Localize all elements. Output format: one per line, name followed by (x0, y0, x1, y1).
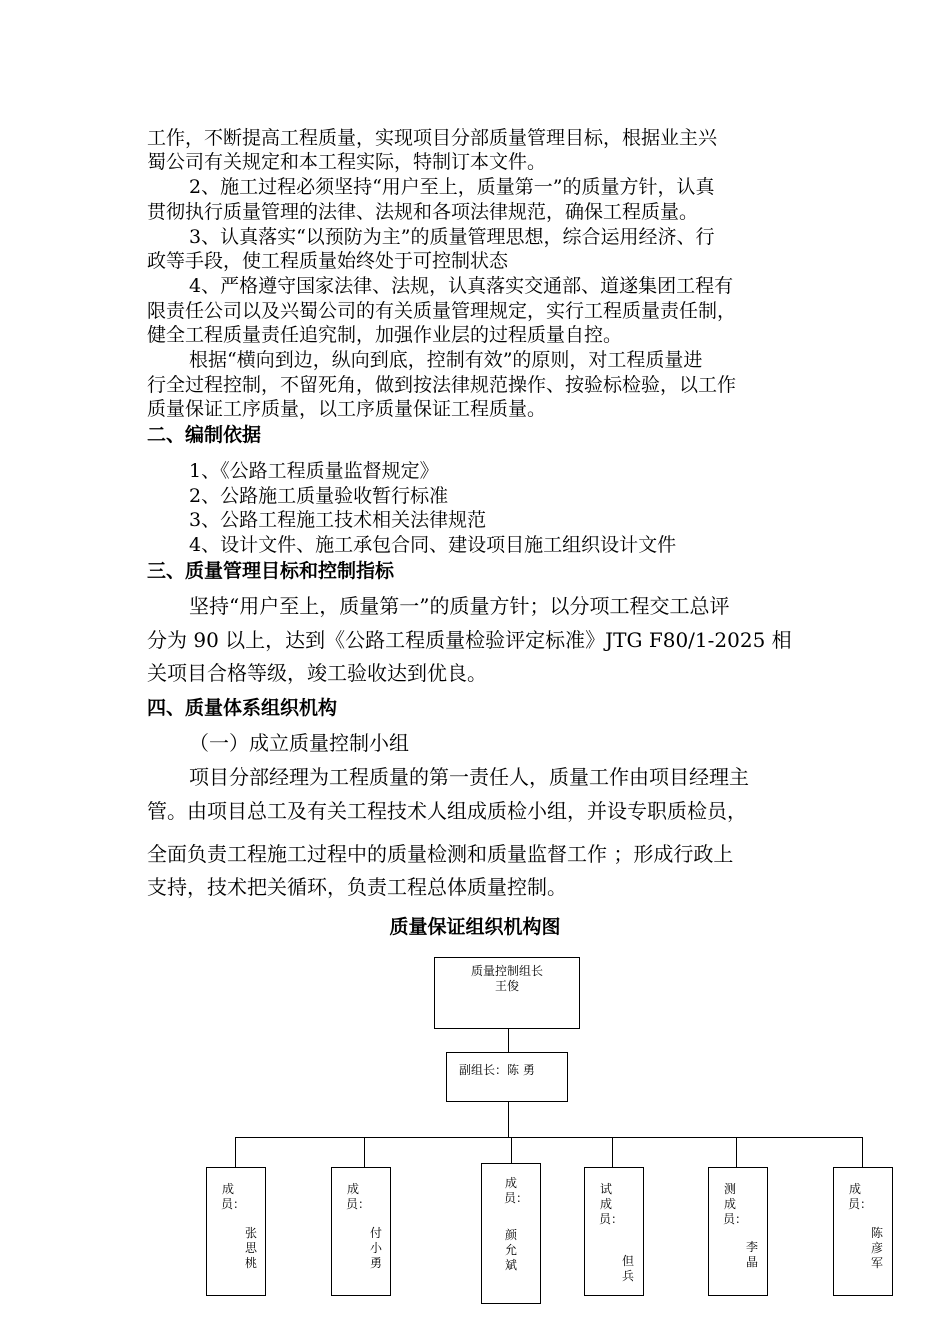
connector-deputy-bus (508, 1101, 509, 1137)
p1-line2: 蜀公司有关规定和本工程实际，特制订本文件。 (147, 151, 547, 173)
leader-name: 王俊 (494, 979, 519, 993)
deputy-label: 副组长：陈 勇 (459, 1063, 535, 1077)
section4-line4: 支持，技术把关循环，负责工程总体质量控制。 (147, 875, 567, 899)
section4-subheading: （一）成立质量控制小组 (189, 731, 409, 755)
member-drop-5 (736, 1137, 737, 1167)
member-drop-3 (511, 1137, 512, 1163)
section4-line1: 项目分部经理为工程质量的第一责任人，质量工作由项目经理主 (189, 765, 749, 789)
section2-item-4: 4、设计文件、施工承包合同、建设项目施工组织设计文件 (189, 534, 677, 556)
p4-line1: 4、严格遵守国家法律、法规，认真落实交通部、道遂集团工程有 (189, 275, 734, 297)
member-drop-2 (364, 1137, 365, 1167)
member-box-3 (481, 1163, 541, 1304)
member-drop-4 (612, 1137, 613, 1167)
p2-line2: 贯彻执行质量管理的法律、法规和各项法律规范，确保工程质量。 (147, 201, 699, 223)
section4-line3: 全面负责工程施工过程中的质量检测和质量监督工作 ；形成行政上 (147, 842, 734, 866)
section3-heading: 三、质量管理目标和控制指标 (147, 560, 395, 582)
p3-line2: 政等手段，使工程质量始终处于可控制状态 (147, 250, 509, 272)
p3-line1: 3、认真落实“以预防为主”的质量管理思想，综合运用经济、行 (189, 226, 715, 248)
member-box-2 (331, 1167, 391, 1296)
org-chart-title: 质量保证组织机构图 (389, 916, 561, 938)
p5-line1: 根据“横向到边，纵向到底，控制有效”的原则，对工程质量进 (189, 349, 703, 371)
member-name-1: 张思桃 (244, 1226, 257, 1270)
connector-leader-deputy (508, 1028, 509, 1052)
section3-line1: 坚持“用户至上，质量第一”的质量方针；以分项工程交工总评 (189, 594, 730, 618)
member-name-6: 陈彦军 (870, 1226, 883, 1270)
leader-role: 质量控制组长 (470, 964, 543, 978)
p5-line2: 行全过程控制，不留死角，做到按法律规范操作、按验标检验，以工作 (147, 374, 737, 396)
p4-line2: 限责任公司以及兴蜀公司的有关质量管理规定，实行工程质量责任制， (147, 300, 737, 322)
member-role-2: 成员： (346, 1182, 371, 1211)
member-drop-1 (235, 1137, 236, 1167)
section4-line2: 管。由项目总工及有关工程技术人组成质检小组，并设专职质检员， (147, 799, 747, 823)
member-box-5 (708, 1167, 768, 1296)
member-role-1: 成员： (221, 1182, 246, 1211)
member-role-6: 成员： (848, 1182, 873, 1211)
p1-line1: 工作，不断提高工程质量，实现项目分部质量管理目标，根据业主兴 (147, 127, 718, 149)
member-name-4: 但兵 (621, 1254, 634, 1283)
member-name-5: 李晶 (745, 1240, 758, 1269)
member-role-3: 成员： (504, 1176, 529, 1205)
member-bus-line (235, 1137, 862, 1138)
section2-heading: 二、编制依据 (147, 424, 262, 446)
member-role-4: 试成员： (599, 1182, 624, 1226)
member-drop-6 (862, 1137, 863, 1167)
section2-item-2: 2、公路施工质量验收暂行标准 (189, 485, 449, 507)
p5-line3: 质量保证工序质量，以工序质量保证工程质量。 (147, 398, 547, 420)
member-role-5: 测成员： (723, 1182, 748, 1226)
p2-line1: 2、施工过程必须坚持“用户至上，质量第一”的质量方针，认真 (189, 176, 715, 198)
member-box-4 (584, 1167, 644, 1296)
leader-box (434, 957, 580, 1029)
member-box-6 (833, 1167, 893, 1296)
member-name-3: 颜允斌 (504, 1228, 517, 1272)
p4-line3: 健全工程质量责任追究制，加强作业层的过程质量自控。 (147, 324, 623, 346)
section2-item-1: 1、《公路工程质量监督规定》 (189, 460, 439, 482)
member-box-1 (206, 1167, 266, 1296)
member-name-2: 付小勇 (369, 1226, 382, 1270)
section2-item-3: 3、公路工程施工技术相关法律规范 (189, 509, 487, 531)
section3-line3: 关项目合格等级，竣工验收达到优良。 (147, 661, 487, 685)
section3-line2: 分为 90 以上，达到《公路工程质量检验评定标准》JTG F80/1-2025 相 (147, 628, 792, 652)
deputy-box (446, 1052, 568, 1102)
section4-heading: 四、质量体系组织机构 (147, 697, 338, 719)
